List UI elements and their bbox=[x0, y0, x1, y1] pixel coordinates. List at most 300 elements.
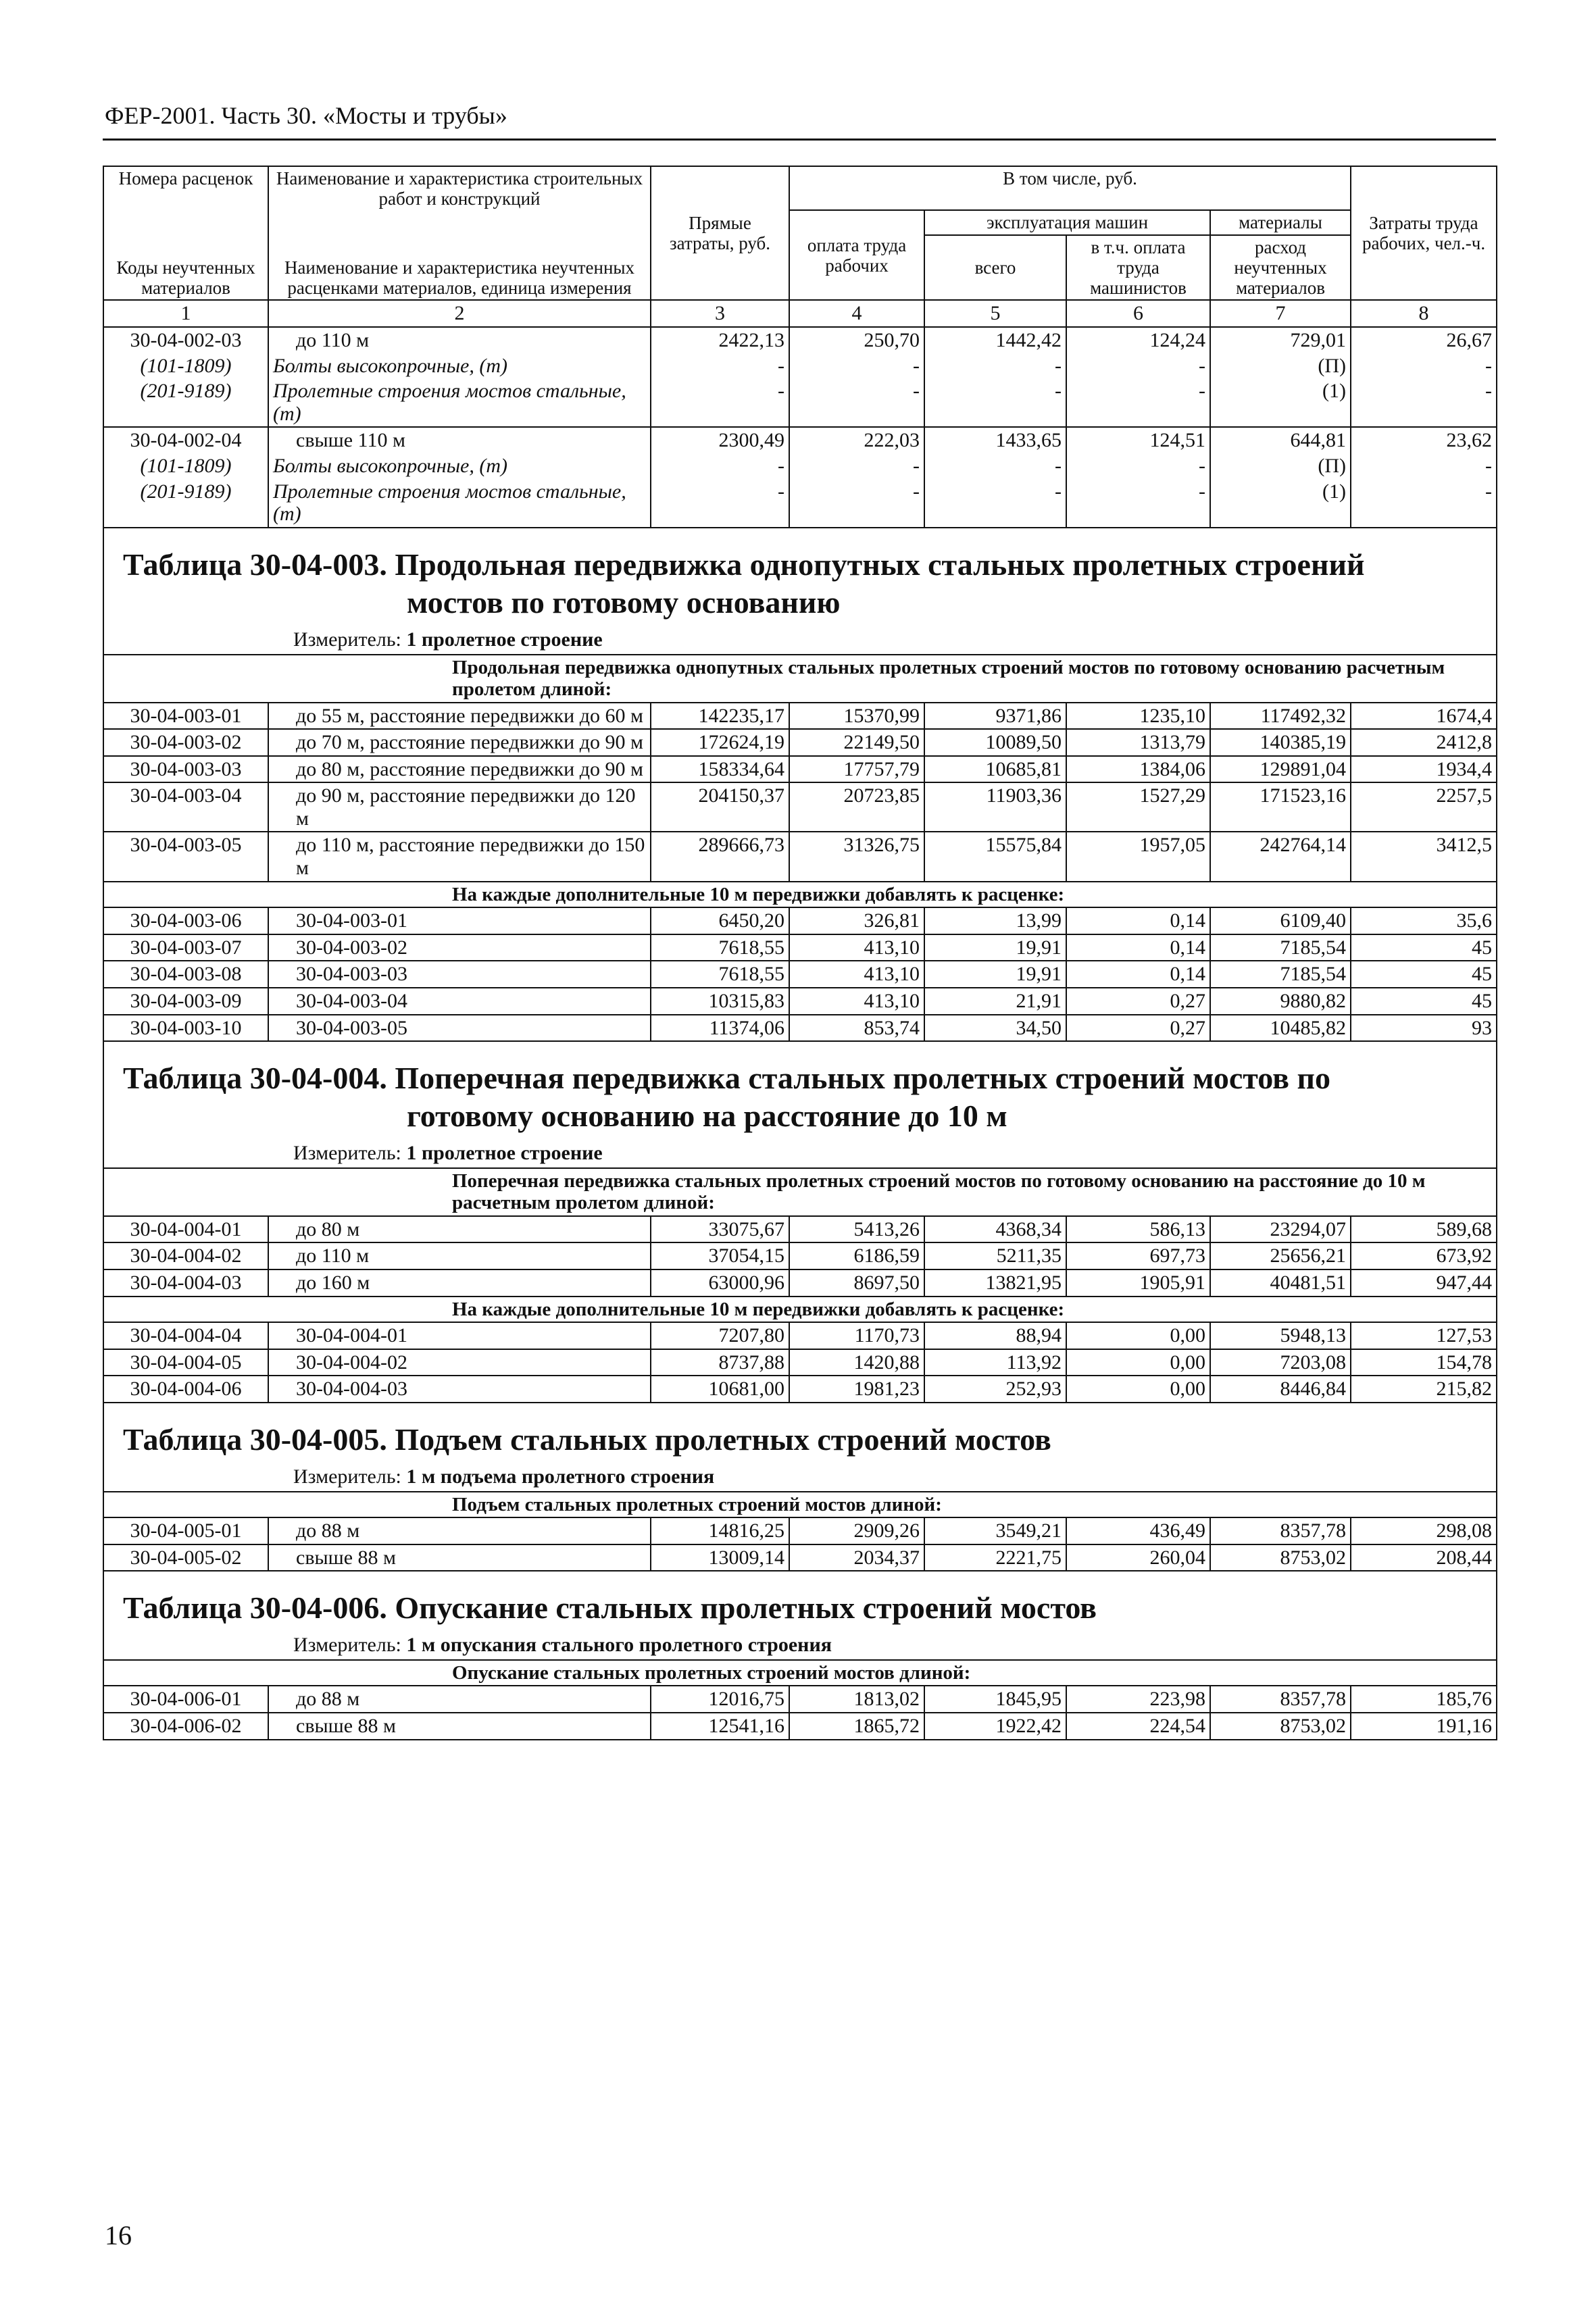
value-cell: 117492,32 bbox=[1210, 703, 1351, 730]
value-cell: 204150,37 bbox=[651, 782, 789, 832]
value-cell: 0,14 bbox=[1066, 961, 1210, 988]
value-cell: 222,03 bbox=[789, 427, 924, 453]
value-cell: 191,16 bbox=[1351, 1713, 1497, 1740]
empty-cell bbox=[103, 1168, 268, 1216]
value-cell: 140385,19 bbox=[1210, 729, 1351, 756]
value-cell: 13009,14 bbox=[651, 1544, 789, 1571]
value-cell: 127,53 bbox=[1351, 1322, 1497, 1349]
value-cell: 947,44 bbox=[1351, 1269, 1497, 1297]
value-cell: 0,27 bbox=[1066, 1015, 1210, 1042]
empty-cell bbox=[103, 655, 268, 703]
value-cell: 2221,75 bbox=[924, 1544, 1066, 1571]
rate-row bbox=[103, 756, 1497, 783]
measure-row bbox=[103, 1631, 1497, 1660]
rate-row bbox=[103, 1544, 1497, 1571]
value-cell: 3549,21 bbox=[924, 1517, 1066, 1544]
column-number: 2 bbox=[268, 300, 651, 327]
section-header: Подъем стальных пролетных строений мостов длиной: bbox=[268, 1492, 1497, 1517]
value-cell: 15370,99 bbox=[789, 703, 924, 730]
rate-reference: 30-04-004-03 bbox=[268, 1376, 651, 1403]
value-cell: - bbox=[1351, 353, 1497, 379]
measure-unit bbox=[103, 1463, 1497, 1492]
value-cell: 298,08 bbox=[1351, 1517, 1497, 1544]
rate-reference: 30-04-003-02 bbox=[268, 934, 651, 961]
rate-code: 30-04-004-05 bbox=[103, 1349, 268, 1376]
value-cell: 4368,34 bbox=[924, 1216, 1066, 1243]
rate-reference: 30-04-004-01 bbox=[268, 1322, 651, 1349]
value-cell: - bbox=[789, 353, 924, 379]
value-cell: 12016,75 bbox=[651, 1686, 789, 1713]
column-number: 6 bbox=[1066, 300, 1210, 327]
value-cell: 8737,88 bbox=[651, 1349, 789, 1376]
value-cell: (П) bbox=[1210, 453, 1351, 479]
value-cell: 1865,72 bbox=[789, 1713, 924, 1740]
table-title bbox=[103, 1403, 1497, 1463]
rate-row bbox=[103, 907, 1497, 934]
value-cell: 19,91 bbox=[924, 961, 1066, 988]
value-cell: 8753,02 bbox=[1210, 1544, 1351, 1571]
rate-row bbox=[103, 1269, 1497, 1297]
value-cell: 34,50 bbox=[924, 1015, 1066, 1042]
material-name: Пролетные строения мостов стальные, (т) bbox=[268, 378, 651, 427]
column-number: 5 bbox=[924, 300, 1066, 327]
rate-row bbox=[103, 1242, 1497, 1269]
value-cell: 2909,26 bbox=[789, 1517, 924, 1544]
value-cell: 40481,51 bbox=[1210, 1269, 1351, 1297]
section-header: На каждые дополнительные 10 м передвижки добавлять к расценке: bbox=[268, 882, 1497, 907]
value-cell: - bbox=[924, 479, 1066, 528]
value-cell: 413,10 bbox=[789, 961, 924, 988]
rate-name: свыше 110 м bbox=[268, 427, 651, 453]
value-cell: - bbox=[789, 378, 924, 427]
title-row bbox=[103, 1403, 1497, 1463]
value-cell: 10685,81 bbox=[924, 756, 1066, 783]
value-cell: - bbox=[1066, 479, 1210, 528]
rate-row bbox=[103, 1322, 1497, 1349]
value-cell: 93 bbox=[1351, 1015, 1497, 1042]
value-cell: 2034,37 bbox=[789, 1544, 924, 1571]
empty-cell bbox=[103, 882, 268, 907]
rate-row bbox=[103, 1349, 1497, 1376]
title-row bbox=[103, 1041, 1497, 1139]
rate-code: 30-04-002-03 bbox=[103, 327, 268, 353]
material-row bbox=[103, 378, 1497, 427]
material-code: (201-9189) bbox=[103, 479, 268, 528]
rate-row bbox=[103, 988, 1497, 1015]
rate-code: 30-04-003-09 bbox=[103, 988, 268, 1015]
header-material-name: Наименование и характеристика неучтенных расценками материалов, единица измерения bbox=[268, 210, 651, 300]
value-cell: 589,68 bbox=[1351, 1216, 1497, 1243]
value-cell: 33075,67 bbox=[651, 1216, 789, 1243]
table-title-line: Таблица 30-04-003. Продольная передвижка однопутных стальных пролетных строений bbox=[123, 547, 1365, 582]
value-cell: 1981,23 bbox=[789, 1376, 924, 1403]
value-cell: 1384,06 bbox=[1066, 756, 1210, 783]
value-cell: 158334,64 bbox=[651, 756, 789, 783]
value-cell: 1420,88 bbox=[789, 1349, 924, 1376]
value-cell: 1442,42 bbox=[924, 327, 1066, 353]
value-cell: 326,81 bbox=[789, 907, 924, 934]
value-cell: 124,51 bbox=[1066, 427, 1210, 453]
value-cell: 10315,83 bbox=[651, 988, 789, 1015]
material-row bbox=[103, 353, 1497, 379]
value-cell: 2257,5 bbox=[1351, 782, 1497, 832]
table-title-line: мостов по готовому основанию bbox=[407, 584, 841, 620]
value-cell: 9371,86 bbox=[924, 703, 1066, 730]
section-header-row bbox=[103, 1492, 1497, 1517]
title-row bbox=[103, 528, 1497, 626]
rate-name: до 160 м bbox=[268, 1269, 651, 1297]
rate-row bbox=[103, 327, 1497, 353]
value-cell: 10485,82 bbox=[1210, 1015, 1351, 1042]
value-cell: 14816,25 bbox=[651, 1517, 789, 1544]
rate-name: до 110 м bbox=[268, 327, 651, 353]
value-cell: 2412,8 bbox=[1351, 729, 1497, 756]
rate-name: до 80 м, расстояние передвижки до 90 м bbox=[268, 756, 651, 783]
value-cell: 45 bbox=[1351, 934, 1497, 961]
value-cell: 7207,80 bbox=[651, 1322, 789, 1349]
value-cell: 1813,02 bbox=[789, 1686, 924, 1713]
header-material-code: Коды неучтенных материалов bbox=[103, 210, 268, 300]
value-cell: 142235,17 bbox=[651, 703, 789, 730]
value-cell: 25656,21 bbox=[1210, 1242, 1351, 1269]
rate-row bbox=[103, 961, 1497, 988]
measure-unit bbox=[103, 1139, 1497, 1168]
header-materials: материалы bbox=[1210, 210, 1351, 234]
header-rule bbox=[103, 139, 1496, 141]
empty-cell bbox=[103, 1297, 268, 1322]
value-cell: 45 bbox=[1351, 988, 1497, 1015]
rate-code: 30-04-003-06 bbox=[103, 907, 268, 934]
value-cell: 21,91 bbox=[924, 988, 1066, 1015]
value-cell: 9880,82 bbox=[1210, 988, 1351, 1015]
column-number: 8 bbox=[1351, 300, 1497, 327]
value-cell: - bbox=[924, 378, 1066, 427]
rate-code: 30-04-004-01 bbox=[103, 1216, 268, 1243]
value-cell: (П) bbox=[1210, 353, 1351, 379]
column-number: 3 bbox=[651, 300, 789, 327]
value-cell: - bbox=[1066, 453, 1210, 479]
rate-row bbox=[103, 782, 1497, 832]
value-cell: 644,81 bbox=[1210, 427, 1351, 453]
measure-value: 1 пролетное строение bbox=[406, 628, 603, 651]
material-row bbox=[103, 479, 1497, 528]
value-cell: 11374,06 bbox=[651, 1015, 789, 1042]
measure-label: Измеритель: bbox=[293, 1465, 407, 1488]
value-cell: 289666,73 bbox=[651, 832, 789, 881]
value-cell: 0,27 bbox=[1066, 988, 1210, 1015]
table-title-line: готовому основанию на расстояние до 10 м bbox=[407, 1099, 1007, 1134]
value-cell: 413,10 bbox=[789, 934, 924, 961]
value-cell: 23,62 bbox=[1351, 427, 1497, 453]
rate-row bbox=[103, 729, 1497, 756]
rate-reference: 30-04-003-04 bbox=[268, 988, 651, 1015]
section-header: Поперечная передвижка стальных пролетных строений мостов по готовому основанию на расстояние до 10 м расчетным пролетом длиной: bbox=[268, 1168, 1497, 1216]
value-cell: 1235,10 bbox=[1066, 703, 1210, 730]
rate-code: 30-04-005-01 bbox=[103, 1517, 268, 1544]
rate-row bbox=[103, 934, 1497, 961]
rate-code: 30-04-004-03 bbox=[103, 1269, 268, 1297]
section-header-row bbox=[103, 1297, 1497, 1322]
value-cell: 853,74 bbox=[789, 1015, 924, 1042]
rate-name: до 90 м, расстояние передвижки до 120 м bbox=[268, 782, 651, 832]
header-work-name: Наименование и характеристика строительных работ и конструкций bbox=[268, 166, 651, 210]
measure-value: 1 м подъема пролетного строения bbox=[406, 1465, 715, 1488]
header-materials-unaccounted: расход неучтенных материалов bbox=[1210, 235, 1351, 301]
value-cell: 8357,78 bbox=[1210, 1517, 1351, 1544]
table-title-line: Таблица 30-04-006. Опускание стальных пролетных строений мостов bbox=[123, 1590, 1097, 1626]
table-title bbox=[103, 1571, 1497, 1631]
value-cell: 1433,65 bbox=[924, 427, 1066, 453]
value-cell: 185,76 bbox=[1351, 1686, 1497, 1713]
value-cell: - bbox=[924, 453, 1066, 479]
rate-code: 30-04-004-04 bbox=[103, 1322, 268, 1349]
value-cell: 172624,19 bbox=[651, 729, 789, 756]
header-rate-number: Номера расценок bbox=[103, 166, 268, 210]
empty-cell bbox=[103, 1492, 268, 1517]
value-cell: 1905,91 bbox=[1066, 1269, 1210, 1297]
rate-name: до 110 м bbox=[268, 1242, 651, 1269]
value-cell: 10089,50 bbox=[924, 729, 1066, 756]
material-code: (101-1809) bbox=[103, 353, 268, 379]
value-cell: 124,24 bbox=[1066, 327, 1210, 353]
header-wages: оплата труда рабочих bbox=[789, 210, 924, 300]
measure-label: Измеритель: bbox=[293, 1634, 407, 1657]
value-cell: 1674,4 bbox=[1351, 703, 1497, 730]
value-cell: - bbox=[924, 353, 1066, 379]
value-cell: 673,92 bbox=[1351, 1242, 1497, 1269]
value-cell: 6450,20 bbox=[651, 907, 789, 934]
value-cell: 413,10 bbox=[789, 988, 924, 1015]
rate-name: свыше 88 м bbox=[268, 1544, 651, 1571]
value-cell: - bbox=[651, 353, 789, 379]
value-cell: 8753,02 bbox=[1210, 1713, 1351, 1740]
measure-label: Измеритель: bbox=[293, 1142, 407, 1165]
rate-code: 30-04-003-01 bbox=[103, 703, 268, 730]
value-cell: 2422,13 bbox=[651, 327, 789, 353]
measure-value: 1 м опускания стального пролетного строения bbox=[406, 1634, 832, 1657]
value-cell: - bbox=[651, 479, 789, 528]
value-cell: 5211,35 bbox=[924, 1242, 1066, 1269]
section-header-row bbox=[103, 1660, 1497, 1686]
value-cell: 1527,29 bbox=[1066, 782, 1210, 832]
value-cell: 436,49 bbox=[1066, 1517, 1210, 1544]
table-title-line: Таблица 30-04-005. Подъем стальных пролетных строений мостов bbox=[123, 1422, 1051, 1457]
value-cell: 0,00 bbox=[1066, 1322, 1210, 1349]
value-cell: - bbox=[1351, 479, 1497, 528]
value-cell: 1934,4 bbox=[1351, 756, 1497, 783]
header-labor: Затраты труда рабочих, чел.-ч. bbox=[1351, 166, 1497, 300]
value-cell: 0,14 bbox=[1066, 907, 1210, 934]
rate-name: до 80 м bbox=[268, 1216, 651, 1243]
measure-label: Измеритель: bbox=[293, 628, 407, 651]
value-cell: - bbox=[651, 453, 789, 479]
value-cell: 252,93 bbox=[924, 1376, 1066, 1403]
measure-unit bbox=[103, 1631, 1497, 1660]
material-code: (101-1809) bbox=[103, 453, 268, 479]
value-cell: 7203,08 bbox=[1210, 1349, 1351, 1376]
value-cell: 1313,79 bbox=[1066, 729, 1210, 756]
section-header: На каждые дополнительные 10 м передвижки добавлять к расценке: bbox=[268, 1297, 1497, 1322]
rate-name: до 88 м bbox=[268, 1686, 651, 1713]
value-cell: 586,13 bbox=[1066, 1216, 1210, 1243]
measure-row bbox=[103, 1463, 1497, 1492]
value-cell: 22149,50 bbox=[789, 729, 924, 756]
value-cell: 45 bbox=[1351, 961, 1497, 988]
value-cell: 215,82 bbox=[1351, 1376, 1497, 1403]
value-cell: 1170,73 bbox=[789, 1322, 924, 1349]
value-cell: 5948,13 bbox=[1210, 1322, 1351, 1349]
measure-unit bbox=[103, 626, 1497, 655]
page-number: 16 bbox=[105, 2220, 132, 2250]
material-code: (201-9189) bbox=[103, 378, 268, 427]
section-header-row bbox=[103, 882, 1497, 907]
material-name: Болты высокопрочные, (т) bbox=[268, 353, 651, 379]
rate-reference: 30-04-003-05 bbox=[268, 1015, 651, 1042]
value-cell: 1922,42 bbox=[924, 1713, 1066, 1740]
header-machinist-wages: в т.ч. оплата труда машинистов bbox=[1066, 235, 1210, 301]
value-cell: 154,78 bbox=[1351, 1349, 1497, 1376]
rate-name: до 88 м bbox=[268, 1517, 651, 1544]
material-name: Пролетные строения мостов стальные, (т) bbox=[268, 479, 651, 528]
rate-code: 30-04-003-02 bbox=[103, 729, 268, 756]
value-cell: 88,94 bbox=[924, 1322, 1066, 1349]
value-cell: 23294,07 bbox=[1210, 1216, 1351, 1243]
value-cell: 37054,15 bbox=[651, 1242, 789, 1269]
value-cell: - bbox=[1066, 378, 1210, 427]
rate-code: 30-04-003-05 bbox=[103, 832, 268, 881]
header-including: В том числе, руб. bbox=[789, 166, 1351, 210]
rate-code: 30-04-002-04 bbox=[103, 427, 268, 453]
rate-row bbox=[103, 1713, 1497, 1740]
measure-value: 1 пролетное строение bbox=[406, 1142, 603, 1165]
measure-row bbox=[103, 626, 1497, 655]
value-cell: 13,99 bbox=[924, 907, 1066, 934]
material-name: Болты высокопрочные, (т) bbox=[268, 453, 651, 479]
value-cell: (1) bbox=[1210, 479, 1351, 528]
value-cell: 223,98 bbox=[1066, 1686, 1210, 1713]
rate-row bbox=[103, 1376, 1497, 1403]
value-cell: 1845,95 bbox=[924, 1686, 1066, 1713]
value-cell: 7618,55 bbox=[651, 961, 789, 988]
title-row bbox=[103, 1571, 1497, 1631]
value-cell: 7618,55 bbox=[651, 934, 789, 961]
running-head: ФЕР-2001. Часть 30. «Мосты и трубы» bbox=[105, 102, 507, 129]
value-cell: 224,54 bbox=[1066, 1713, 1210, 1740]
section-header: Опускание стальных пролетных строений мостов длиной: bbox=[268, 1660, 1497, 1686]
rate-code: 30-04-003-03 bbox=[103, 756, 268, 783]
measure-row bbox=[103, 1139, 1497, 1168]
material-row bbox=[103, 453, 1497, 479]
rate-code: 30-04-003-07 bbox=[103, 934, 268, 961]
column-number: 4 bbox=[789, 300, 924, 327]
rate-row bbox=[103, 1015, 1497, 1042]
value-cell: 8446,84 bbox=[1210, 1376, 1351, 1403]
value-cell: 0,14 bbox=[1066, 934, 1210, 961]
rate-code: 30-04-004-02 bbox=[103, 1242, 268, 1269]
value-cell: 17757,79 bbox=[789, 756, 924, 783]
value-cell: 5413,26 bbox=[789, 1216, 924, 1243]
value-cell: 10681,00 bbox=[651, 1376, 789, 1403]
column-number: 1 bbox=[103, 300, 268, 327]
value-cell: 0,00 bbox=[1066, 1349, 1210, 1376]
header-direct-costs: Прямые затраты, руб. bbox=[651, 166, 789, 300]
rate-code: 30-04-006-02 bbox=[103, 1713, 268, 1740]
value-cell: 2300,49 bbox=[651, 427, 789, 453]
value-cell: 129891,04 bbox=[1210, 756, 1351, 783]
rate-row bbox=[103, 1517, 1497, 1544]
rate-name: свыше 88 м bbox=[268, 1713, 651, 1740]
value-cell: 0,00 bbox=[1066, 1376, 1210, 1403]
rate-code: 30-04-004-06 bbox=[103, 1376, 268, 1403]
value-cell: - bbox=[1351, 378, 1497, 427]
rates-table bbox=[103, 166, 1497, 1740]
column-number: 7 bbox=[1210, 300, 1351, 327]
rate-row bbox=[103, 703, 1497, 730]
section-header-row bbox=[103, 1168, 1497, 1216]
value-cell: 113,92 bbox=[924, 1349, 1066, 1376]
value-cell: 15575,84 bbox=[924, 832, 1066, 881]
rate-code: 30-04-005-02 bbox=[103, 1544, 268, 1571]
header-row bbox=[103, 166, 1497, 210]
value-cell: 19,91 bbox=[924, 934, 1066, 961]
rate-code: 30-04-003-04 bbox=[103, 782, 268, 832]
value-cell: (1) bbox=[1210, 378, 1351, 427]
value-cell: - bbox=[789, 479, 924, 528]
rate-reference: 30-04-003-01 bbox=[268, 907, 651, 934]
value-cell: 8697,50 bbox=[789, 1269, 924, 1297]
value-cell: 242764,14 bbox=[1210, 832, 1351, 881]
value-cell: 12541,16 bbox=[651, 1713, 789, 1740]
value-cell: - bbox=[1066, 353, 1210, 379]
value-cell: 8357,78 bbox=[1210, 1686, 1351, 1713]
value-cell: 7185,54 bbox=[1210, 961, 1351, 988]
rate-row bbox=[103, 832, 1497, 881]
header-machines: эксплуатация машин bbox=[924, 210, 1210, 234]
value-cell: 171523,16 bbox=[1210, 782, 1351, 832]
table-title-line: Таблица 30-04-004. Поперечная передвижка стальных пролетных строений мостов по bbox=[123, 1061, 1330, 1096]
value-cell: - bbox=[1351, 453, 1497, 479]
value-cell: 260,04 bbox=[1066, 1544, 1210, 1571]
header-machines-total: всего bbox=[924, 235, 1066, 301]
rate-code: 30-04-003-10 bbox=[103, 1015, 268, 1042]
rate-reference: 30-04-004-02 bbox=[268, 1349, 651, 1376]
value-cell: 3412,5 bbox=[1351, 832, 1497, 881]
header-row bbox=[103, 210, 1497, 234]
section-header-row bbox=[103, 655, 1497, 703]
value-cell: 31326,75 bbox=[789, 832, 924, 881]
value-cell: - bbox=[789, 453, 924, 479]
rate-name: до 70 м, расстояние передвижки до 90 м bbox=[268, 729, 651, 756]
value-cell: 7185,54 bbox=[1210, 934, 1351, 961]
value-cell: 6186,59 bbox=[789, 1242, 924, 1269]
header-numbers-row bbox=[103, 300, 1497, 327]
rate-code: 30-04-003-08 bbox=[103, 961, 268, 988]
rate-name: до 110 м, расстояние передвижки до 150 м bbox=[268, 832, 651, 881]
rate-name: до 55 м, расстояние передвижки до 60 м bbox=[268, 703, 651, 730]
rate-reference: 30-04-003-03 bbox=[268, 961, 651, 988]
value-cell: 1957,05 bbox=[1066, 832, 1210, 881]
value-cell: 63000,96 bbox=[651, 1269, 789, 1297]
rate-code: 30-04-006-01 bbox=[103, 1686, 268, 1713]
value-cell: 729,01 bbox=[1210, 327, 1351, 353]
value-cell: 20723,85 bbox=[789, 782, 924, 832]
value-cell: 35,6 bbox=[1351, 907, 1497, 934]
table-title bbox=[103, 1041, 1497, 1139]
empty-cell bbox=[103, 1660, 268, 1686]
rate-row bbox=[103, 1686, 1497, 1713]
value-cell: 6109,40 bbox=[1210, 907, 1351, 934]
value-cell: 250,70 bbox=[789, 327, 924, 353]
